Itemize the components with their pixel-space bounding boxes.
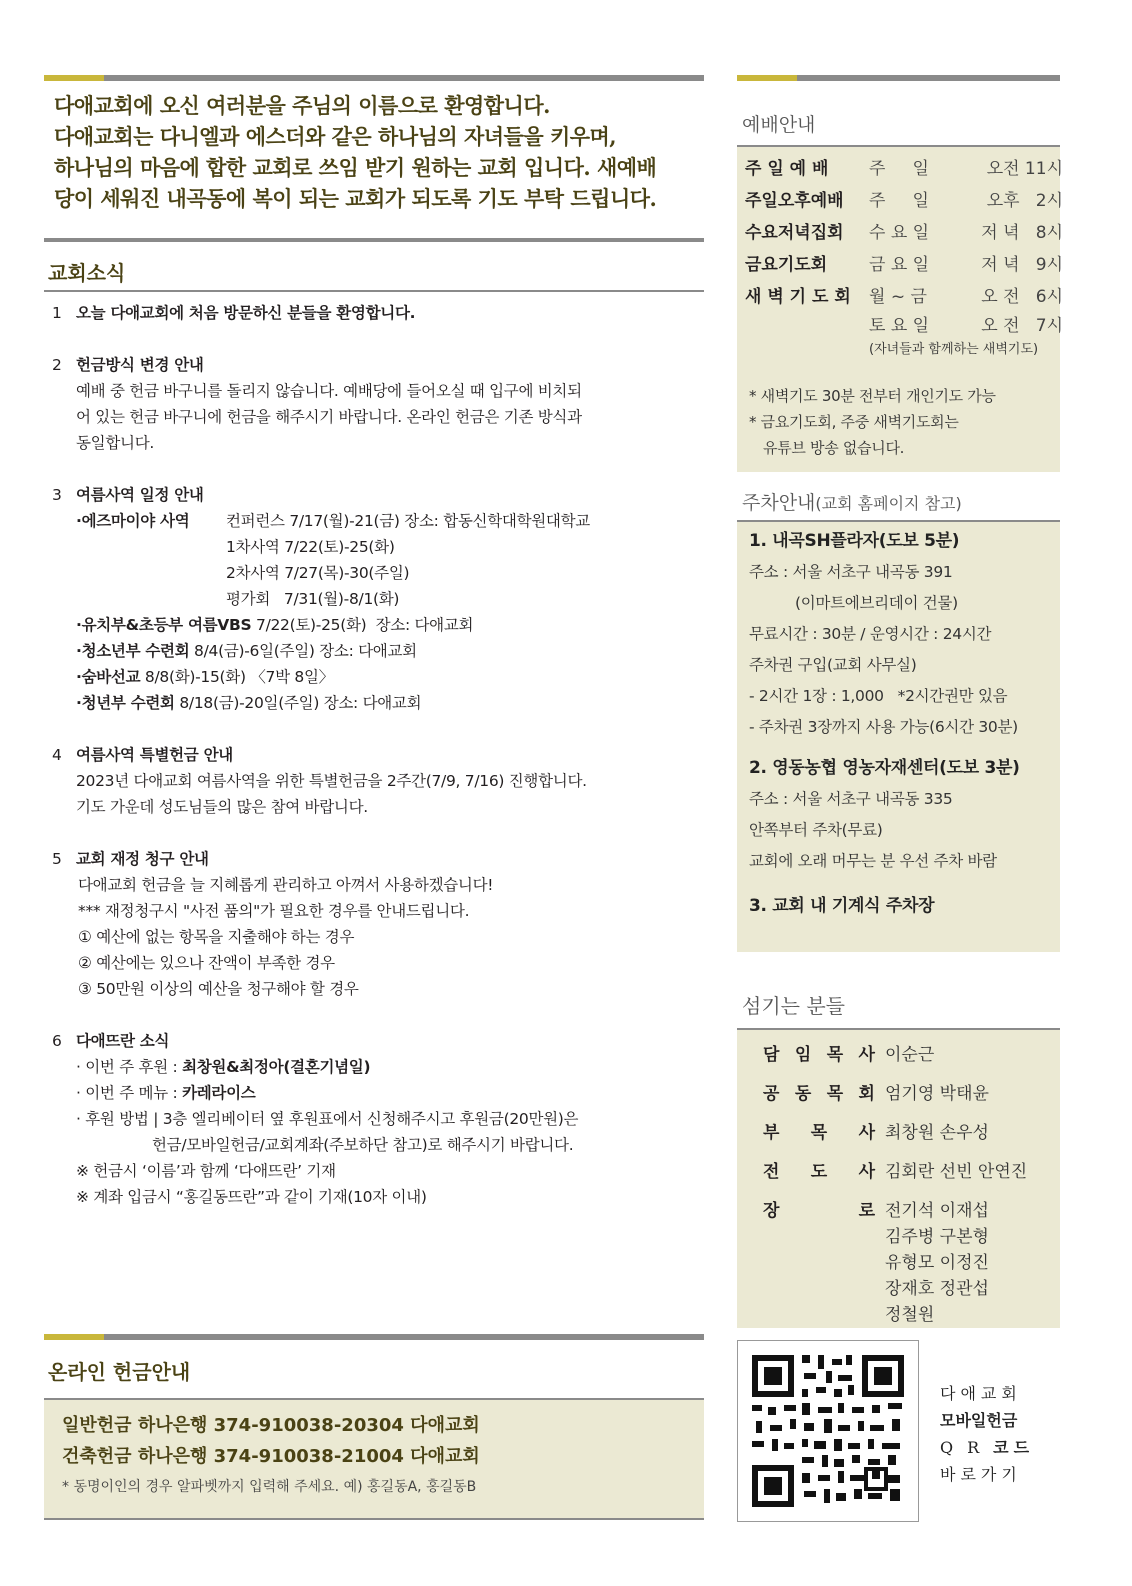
service-name: 금요기도회 [745,255,828,275]
welcome-line: 다애교회는 다니엘과 에스더와 같은 하나님의 자녀들을 키우며, [54,124,617,149]
worship-row [745,153,1063,185]
service-time: 오 전 7시 [981,316,1063,336]
schedule-row [48,690,728,716]
parking-line: - 2시간 1장 : 1,000 *2시간권만 있음 [749,687,1008,705]
worship-row [745,217,1063,249]
online-info [62,1410,480,1503]
body-line: ※ 계좌 입금시 “홍길동뜨란”과 같이 기재(10자 이내) [76,1188,427,1206]
item-number: 6 [52,1032,62,1050]
schedule-text: 8/4(금)-6일(주일) 장소: 다애교회 [189,642,417,660]
service-time: 오 전 6시 [981,287,1063,307]
item-heading: 오늘 다애교회에 처음 방문하신 분들을 환영합니다. [76,304,416,322]
schedule-text: 평가회 7/31(월)-8/1(화) [226,590,400,608]
divider [44,290,704,292]
worship-title: 예배안내 [742,114,816,136]
item-body [48,872,728,1002]
parking-heading: 3. 교회 내 기계식 주차장 [749,896,935,916]
staff-names: 전기석 이재섭 김주병 구본형 유형모 이정진 장재호 정관섭 정철원 [885,1201,989,1325]
welcome-line: 다애교회에 오신 여러분을 주님의 이름으로 환영합니다. [54,93,550,118]
news-item [48,846,728,1002]
schedule-text: 1차사역 7/22(토)-25(화) [226,538,395,556]
news-item [48,742,728,820]
service-day: 토 요 일 [869,316,930,336]
body-line: 기도 가운데 성도님들의 많은 참여 바랍니다. [76,798,368,816]
body-line: · 후원 방법 | 3층 엘리베이터 옆 후원표에서 신청해주시고 후원금(20만원)은 [76,1110,579,1128]
staff-names: 엄기영 박태윤 [885,1084,989,1104]
body-line: *** 재정청구시 "사전 품의"가 필요한 경우를 안내드립니다. [78,902,470,920]
service-day: 수 요 일 [869,223,930,243]
divider [44,238,704,242]
staff-row [763,1079,1027,1110]
service-name: 주 일 예 배 [745,159,829,179]
worship-row [745,185,1063,217]
body-line: ③ 50만원 이상의 예산을 청구해야 할 경우 [78,980,359,998]
worship-row [745,313,1063,339]
item-number: 4 [52,746,62,764]
schedule-label: ·에즈마이야 사역 [76,512,190,530]
item-body [48,378,728,456]
staff-row [763,1118,1027,1149]
staff-box [737,1030,1060,1328]
parking-line: 주차권 구입(교회 사무실) [749,656,917,674]
worship-row [745,281,1063,313]
staff-row [763,1157,1027,1188]
staff-role: 부 목 사 [763,1123,875,1143]
item-heading: 교회 재정 청구 안내 [76,850,209,868]
qr-caption-line: 바로가기 [940,1465,1022,1484]
service-day: 금 요 일 [869,255,930,275]
schedule-text: 컨퍼런스 7/17(월)-21(금) 장소: 합동신학대학원대학교 [226,512,590,530]
online-bar [44,1334,704,1340]
body-line: 예배 중 헌금 바구니를 돌리지 않습니다. 예배당에 들어오실 때 입구에 비치되 [76,382,582,400]
parking-title-main: 주차안내 [742,492,816,514]
staff-names: 최창원 손우성 [885,1123,989,1143]
staff-names: 김회란 선빈 안연진 [885,1162,1028,1182]
note-line: * 금요기도회, 주중 새벽기도회는 [749,413,959,431]
qr-code[interactable] [737,1340,919,1522]
parking-info [749,526,1020,922]
divider [44,1518,704,1520]
parking-line: - 주차권 3장까지 사용 가능(6시간 30분) [749,718,1018,736]
online-box [44,1400,704,1518]
worship-box [737,147,1063,472]
staff-row [763,1040,1027,1071]
news-list [48,300,728,1236]
schedule-label: ·유치부&초등부 여름VBS [76,616,252,634]
schedule-row [48,638,728,664]
parking-line: 교회에 오래 머무는 분 우선 주차 바람 [749,852,997,870]
news-item [48,482,728,716]
body-line: 어 있는 헌금 바구니에 헌금을 해주시기 바랍니다. 온라인 헌금은 기존 방식과 [76,408,582,426]
children-note: (자녀들과 함께하는 새벽기도) [869,342,1039,357]
top-bar-left [44,75,704,81]
schedule-row [48,508,728,534]
body-line: 헌금/모바일헌금/교회계좌(주보하단 참고)로 해주시기 바랍니다. [152,1136,574,1154]
parking-box [737,522,1060,952]
body-line: 다애교회 헌금을 늘 지혜롭게 관리하고 아껴서 사용하겠습니다! [78,876,494,894]
body-line: ① 예산에 없는 항목을 지출해야 하는 경우 [78,928,355,946]
schedule-row [48,664,728,690]
body-line: 동일합니다. [76,434,154,452]
schedule-text: 2차사역 7/27(목)-30(주일) [226,564,410,582]
qr-caption-line: QR코드 [940,1438,1035,1457]
service-time: 오후 2시 [986,191,1063,211]
schedule-row [48,534,728,560]
schedule-text: 8/18(금)-20일(주일) 장소: 다애교회 [174,694,422,712]
service-time: 오전 11시 [986,159,1063,179]
note-line: * 새벽기도 30분 전부터 개인기도 가능 [749,387,996,405]
qr-caption-line: 다애교회 [940,1384,1022,1403]
service-day: 주 일 [869,191,929,211]
item-body [48,1054,728,1210]
welcome-line: 하나님의 마음에 합한 교회로 쓰임 받기 원하는 교회 입니다. 새예배 [54,155,657,180]
parking-line: 주소 : 서울 서초구 내곡동 391 [749,563,953,581]
parking-title-sub: (교회 홈페이지 참고) [815,494,962,513]
schedule-label: ·청년부 수련회 [76,694,175,712]
body-line: 2023년 다애교회 여름사역을 위한 특별헌금을 2주간(7/9, 7/16) 진행합니다. [76,772,587,790]
schedule-text: 8/8(화)-15(화) 〈7박 8일〉 [140,668,334,686]
staff-row [763,1196,1027,1328]
parking-line: 무료시간 : 30분 / 운영시간 : 24시간 [749,625,992,643]
welcome-line: 당이 세워진 내곡동에 복이 되는 교회가 되도록 기도 부탁 드립니다. [54,186,657,211]
staff-names: 이순근 [885,1045,935,1065]
body-line: ※ 헌금시 ‘이름’과 함께 ‘다애뜨란’ 기재 [76,1162,336,1180]
body-line: ② 예산에는 있으나 잔액이 부족한 경우 [78,954,335,972]
qr-caption-line: 모바일헌금 [940,1411,1018,1430]
schedule-label: ·숨바선교 [76,668,141,686]
parking-title [742,488,962,515]
item-heading: 헌금방식 변경 안내 [76,356,204,374]
top-bar-right [737,75,1060,81]
item-heading: 여름사역 특별헌금 안내 [76,746,233,764]
schedule-row [48,586,728,612]
menu-label: · 이번 주 메뉴 : [76,1084,183,1102]
sponsor-value: 최창원&최정아(결혼기념일) [182,1058,371,1076]
item-heading: 여름사역 일정 안내 [76,486,204,504]
schedule-row [48,612,728,638]
staff-list [763,1040,1027,1328]
news-title: 교회소식 [48,261,126,285]
parking-line: 안쪽부터 주차(무료) [749,821,883,839]
service-time: 저 녁 8시 [981,223,1063,243]
item-body [48,768,728,820]
sponsor-label: · 이번 주 후원 : [76,1058,183,1076]
online-account: 일반헌금 하나은행 374-910038-20304 다애교회 [62,1415,480,1436]
service-name: 수요저녁집회 [745,223,844,243]
note-line: 유튜브 방송 없습니다. [763,439,905,457]
staff-role: 전 도 사 [763,1162,875,1182]
schedule-row [48,560,728,586]
schedule-label: ·청소년부 수련회 [76,642,190,660]
news-item [48,1028,728,1210]
online-title: 온라인 헌금안내 [48,1360,191,1384]
news-item [48,300,728,326]
welcome-message [54,90,714,214]
qr-code-icon [738,1341,918,1521]
staff-role: 장 로 [763,1201,875,1221]
service-day: 월 ~ 금 [869,287,927,307]
parking-heading: 2. 영동농협 영농자재센터(도보 3분) [749,758,1020,778]
parking-line: 주소 : 서울 서초구 내곡동 335 [749,790,953,808]
service-name: 주일오후예배 [745,191,844,211]
worship-row [745,249,1063,281]
item-number: 1 [52,304,62,322]
staff-title: 섬기는 분들 [742,994,845,1018]
parking-line: (이마트에브리데이 건물) [795,594,958,612]
menu-value: 카레라이스 [182,1084,256,1102]
online-account: 건축헌금 하나은행 374-910038-21004 다애교회 [62,1446,480,1467]
qr-caption [940,1380,1034,1488]
staff-role: 담 임 목 사 [763,1045,875,1065]
item-number: 3 [52,486,62,504]
online-note: * 동명이인의 경우 알파벳까지 입력해 주세요. 예) 홍길동A, 홍길동B [62,1479,477,1495]
staff-role: 공 동 목 회 [763,1084,875,1104]
schedule-text: 7/22(토)-25(화) 장소: 다애교회 [251,616,474,634]
parking-heading: 1. 내곡SH플라자(도보 5분) [749,531,960,551]
item-number: 2 [52,356,62,374]
item-heading: 다애뜨란 소식 [76,1032,170,1050]
worship-schedule [745,153,1063,361]
service-name: 새 벽 기 도 회 [745,287,851,307]
service-time: 저 녁 9시 [981,255,1063,275]
item-number: 5 [52,850,62,868]
service-day: 주 일 [869,159,929,179]
news-item [48,352,728,456]
worship-notes [749,383,996,461]
